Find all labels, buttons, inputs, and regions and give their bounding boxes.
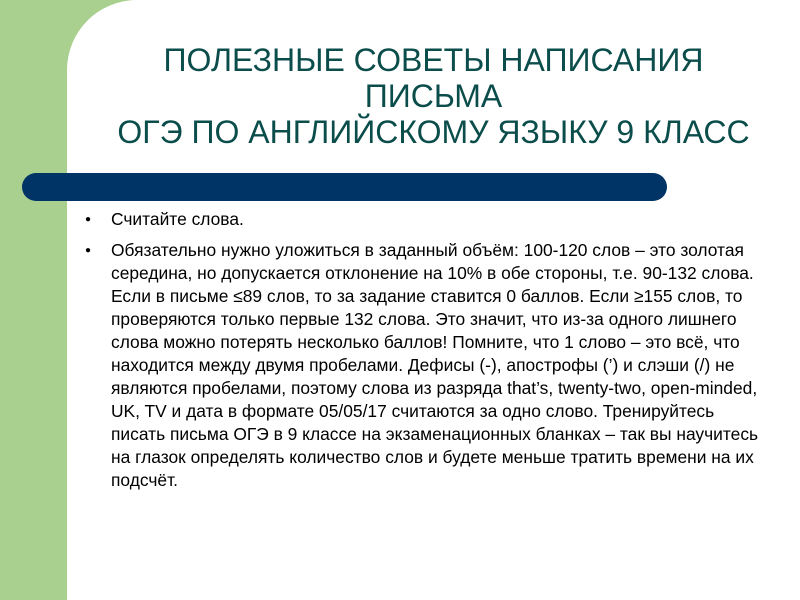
title-line-3: ОГЭ ПО АНГЛИЙСКОМУ ЯЗЫКУ 9 КЛАСС <box>117 114 750 150</box>
bullet-list <box>75 208 775 500</box>
bullet-text: Обязательно нужно уложиться в заданный объём: 100-120 слов – это золотая середина, но допускается отклонение на 10% в обе стороны, т.е. 90-132 слова. Если в письме ≤89 слов, то за задание ставится 0 баллов. Если ≥155 слов, то проверяются только первые 132 слова. Это значит, что из-за одного лишнего слова можно потерять несколько баллов! Помните, что 1 слово – это всё, что находится между двумя пробелами. Дефисы (-), апострофы (’) и слэши (/) не являются пробелами, поэтому слова из разряда that’s, twenty-two, open-minded, UK, TV и дата в формате 05/05/17 считаются за одно слово. Тренируйтесь писать письма ОГЭ в 9 классе на экзаменационных бланках – так вы научитесь на глазок определять количество слов и будете меньше тратить времени на их подсчёт. <box>111 240 759 490</box>
bullet-item-count-words <box>75 208 775 231</box>
title-divider-bar <box>22 173 667 201</box>
slide-title <box>67 42 800 150</box>
left-green-background <box>0 0 67 600</box>
bullet-text: Считайте слова. <box>111 209 244 229</box>
bullet-item-word-limit <box>75 239 775 492</box>
title-line-2: ПИСЬМА <box>364 78 503 114</box>
bullet-icon: ● <box>85 245 92 256</box>
bullet-icon: ● <box>85 214 92 225</box>
title-line-1: ПОЛЕЗНЫЕ СОВЕТЫ НАПИСАНИЯ <box>163 42 704 78</box>
